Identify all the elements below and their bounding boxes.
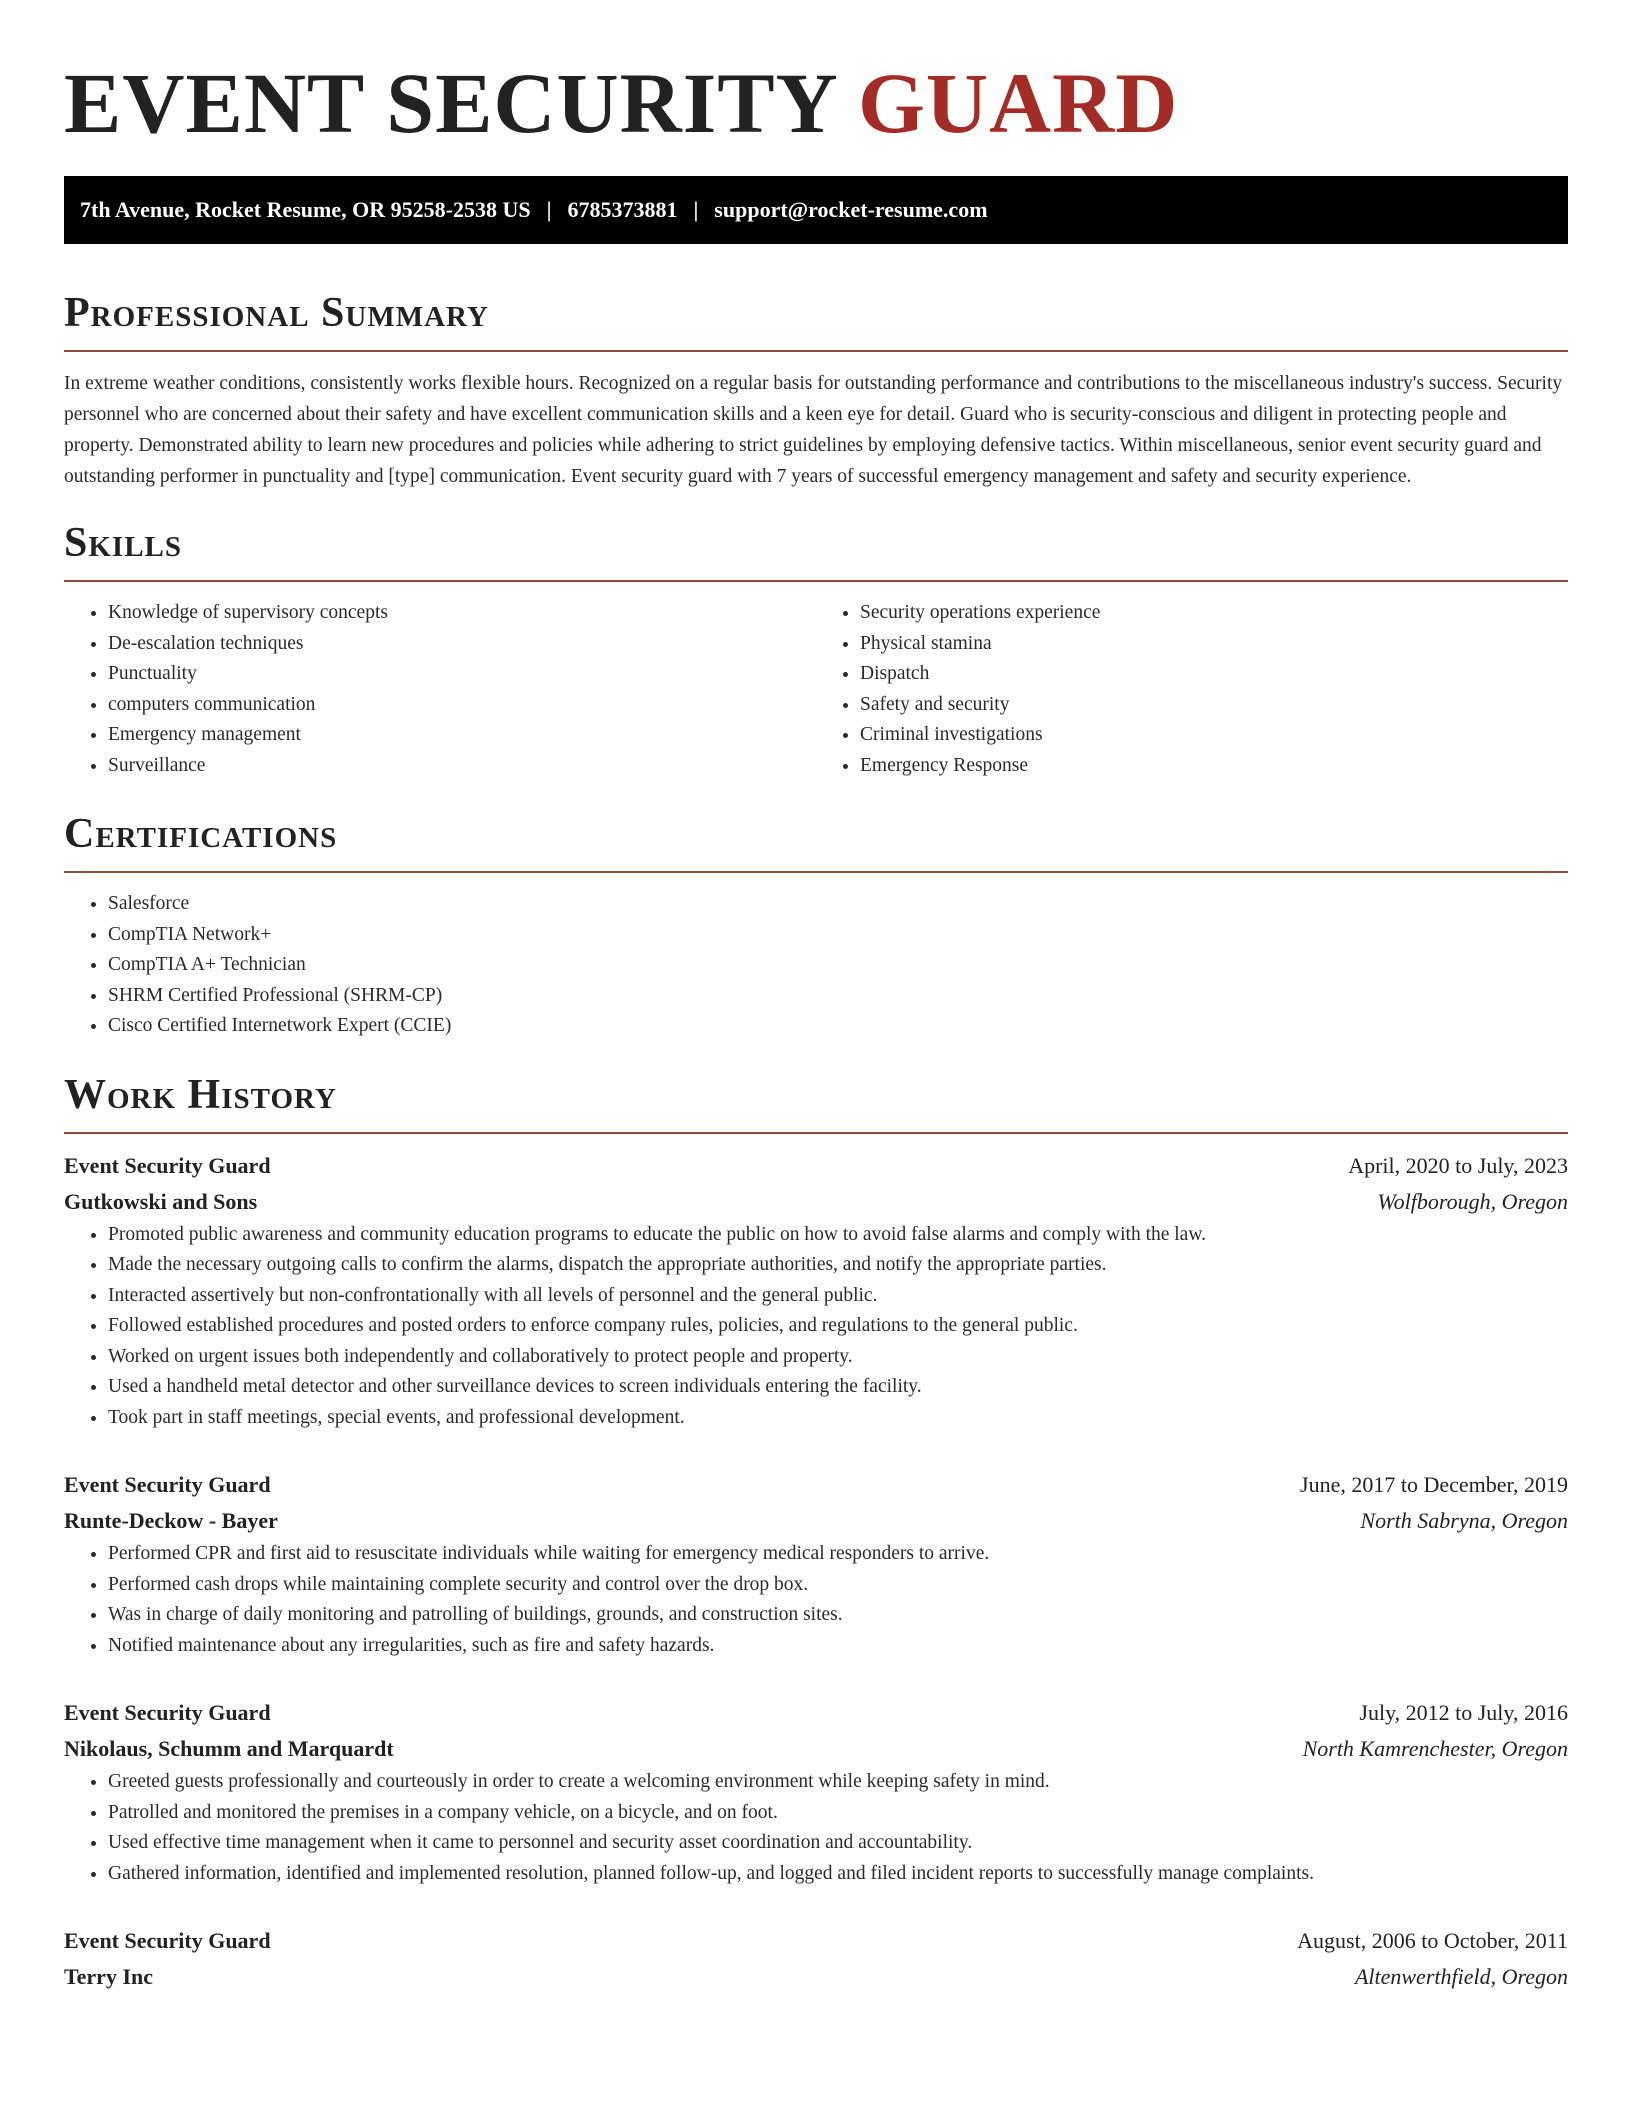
list-item: • Took part in staff meetings, special events, and professional development.	[108, 1403, 1568, 1434]
list-item: • Performed cash drops while maintaining complete security and control over the drop box.	[108, 1570, 1568, 1601]
job-dates: August, 2006 to October, 2011	[1297, 1928, 1568, 1953]
list-item: • Punctuality	[108, 659, 816, 690]
job-title: Event Security Guard	[64, 1700, 271, 1725]
list-item: • computers communication	[108, 690, 816, 721]
list-item: • Cisco Certified Internetwork Expert (CCIE)	[108, 1011, 1568, 1042]
skills-grid	[64, 598, 1568, 781]
certifications-list	[64, 889, 1568, 1042]
job-dates: June, 2017 to December, 2019	[1300, 1472, 1568, 1497]
list-item: • Knowledge of supervisory concepts	[108, 598, 816, 629]
list-item: • Gathered information, identified and implemented resolution, planned follow-up, and logged and filed incident reports to successfully manage complaints.	[108, 1859, 1568, 1890]
job-location: North Sabryna, Oregon	[1360, 1508, 1568, 1533]
separator: |	[546, 197, 552, 222]
list-item: • Performed CPR and first aid to resuscitate individuals while waiting for emergency medical responders to arrive.	[108, 1539, 1568, 1570]
list-item: • Worked on urgent issues both independently and collaboratively to protect people and property.	[108, 1342, 1568, 1373]
list-item: • Patrolled and monitored the premises in a company vehicle, on a bicycle, and on foot.	[108, 1798, 1568, 1829]
address: 7th Avenue, Rocket Resume, OR 95258-2538 US	[80, 197, 531, 222]
list-item: • Promoted public awareness and community education programs to educate the public on how to avoid false alarms and comply with the law.	[108, 1220, 1568, 1251]
job-company: Gutkowski and Sons	[64, 1188, 258, 1214]
list-item: • CompTIA Network+	[108, 920, 1568, 951]
job-bullet-list	[64, 1539, 1568, 1661]
section-heading: Professional Summary	[64, 290, 489, 336]
list-item: • Used a handheld metal detector and other surveillance devices to screen individuals entering the facility.	[108, 1372, 1568, 1403]
job-company: Terry Inc	[64, 1964, 154, 1989]
job-entry	[64, 1695, 1568, 1889]
section-divider	[64, 1132, 1568, 1134]
section-divider	[64, 580, 1568, 582]
skills-right-list	[816, 598, 1568, 781]
job-company: Runte-Deckow - Bayer	[64, 1508, 278, 1533]
job-subheader	[64, 1184, 1568, 1220]
job-header	[64, 1467, 1568, 1503]
list-item: • Made the necessary outgoing calls to confirm the alarms, dispatch the appropriate authorities, and notify the appropriate parties.	[108, 1250, 1568, 1281]
job-location: North Kamrenchester, Oregon	[1302, 1736, 1568, 1761]
list-item: • Notified maintenance about any irregularities, such as fire and safety hazards.	[108, 1631, 1568, 1662]
job-dates: April, 2020 to July, 2023	[1348, 1152, 1568, 1178]
resume-title	[64, 55, 1568, 151]
list-item: • Surveillance	[108, 751, 816, 782]
summary-text: In extreme weather conditions, consistently works flexible hours. Recognized on a regular basis for outstanding performance and contributions to the miscellaneous industry's success. Security personnel who are concerned about their safety and have excellent communication skills and a keen eye for detail. Guard who is security-conscious and diligent in protecting people and property. Demonstrated ability to learn new procedures and policies while adhering to strict guidelines by employing defensive tactics. Within miscellaneous, senior event security guard and outstanding performer in punctuality and [type] communication. Event security guard with 7 years of successful emergency management and safety and security experience.	[64, 373, 1563, 487]
list-item: • De-escalation techniques	[108, 629, 816, 660]
section-heading: Work History	[64, 1071, 337, 1118]
job-company: Nikolaus, Schumm and Marquardt	[64, 1736, 394, 1761]
resume-page	[64, 0, 1568, 1995]
skills-left-list	[64, 598, 816, 781]
skills-section	[64, 518, 1568, 781]
list-item: • SHRM Certified Professional (SHRM-CP)	[108, 981, 1568, 1012]
job-bullet-list	[64, 1220, 1568, 1434]
section-divider	[64, 350, 1568, 352]
certifications-section	[64, 809, 1568, 1042]
job-location: Altenwerthfield, Oregon	[1354, 1964, 1568, 1989]
job-header	[64, 1695, 1568, 1731]
list-item: • CompTIA A+ Technician	[108, 950, 1568, 981]
title-main: EVENT SECURITY	[64, 55, 836, 151]
list-item: • Greeted guests professionally and courteously in order to create a welcoming environment while keeping safety in mind.	[108, 1767, 1568, 1798]
job-header	[64, 1148, 1568, 1184]
summary-section	[64, 288, 1568, 492]
list-item: • Emergency management	[108, 720, 816, 751]
job-title: Event Security Guard	[64, 1472, 271, 1497]
title-accent: GUARD	[858, 55, 1179, 151]
phone: 6785373881	[567, 197, 678, 222]
list-item: • Safety and security	[860, 690, 1568, 721]
job-bullet-list	[64, 1767, 1568, 1889]
list-item: • Emergency Response	[860, 751, 1568, 782]
list-item: • Criminal investigations	[860, 720, 1568, 751]
separator: |	[693, 197, 699, 222]
list-item: • Followed established procedures and posted orders to enforce company rules, policies, and regulations to the general public.	[108, 1311, 1568, 1342]
work-history-section	[64, 1070, 1568, 1996]
job-entry	[64, 1923, 1568, 1995]
email-link[interactable]: support@rocket-resume.com	[714, 197, 988, 222]
section-heading: Skills	[64, 520, 183, 566]
list-item: • Used effective time management when it came to personnel and security asset coordination and accountability.	[108, 1828, 1568, 1859]
job-subheader	[64, 1503, 1568, 1539]
list-item: • Interacted assertively but non-confrontationally with all levels of personnel and the general public.	[108, 1281, 1568, 1312]
job-entry	[64, 1467, 1568, 1661]
list-item: • Salesforce	[108, 889, 1568, 920]
contact-bar	[64, 176, 1568, 244]
job-title: Event Security Guard	[64, 1928, 271, 1953]
list-item: • Dispatch	[860, 659, 1568, 690]
section-divider	[64, 871, 1568, 873]
list-item: • Was in charge of daily monitoring and patrolling of buildings, grounds, and construction sites.	[108, 1600, 1568, 1631]
job-subheader	[64, 1731, 1568, 1767]
job-entry	[64, 1148, 1568, 1434]
job-subheader	[64, 1959, 1568, 1995]
job-header	[64, 1923, 1568, 1959]
section-heading: Certifications	[64, 811, 338, 857]
job-title: Event Security Guard	[64, 1152, 271, 1178]
job-location: Wolfborough, Oregon	[1377, 1188, 1568, 1214]
list-item: • Physical stamina	[860, 629, 1568, 660]
job-dates: July, 2012 to July, 2016	[1359, 1700, 1568, 1725]
list-item: • Security operations experience	[860, 598, 1568, 629]
